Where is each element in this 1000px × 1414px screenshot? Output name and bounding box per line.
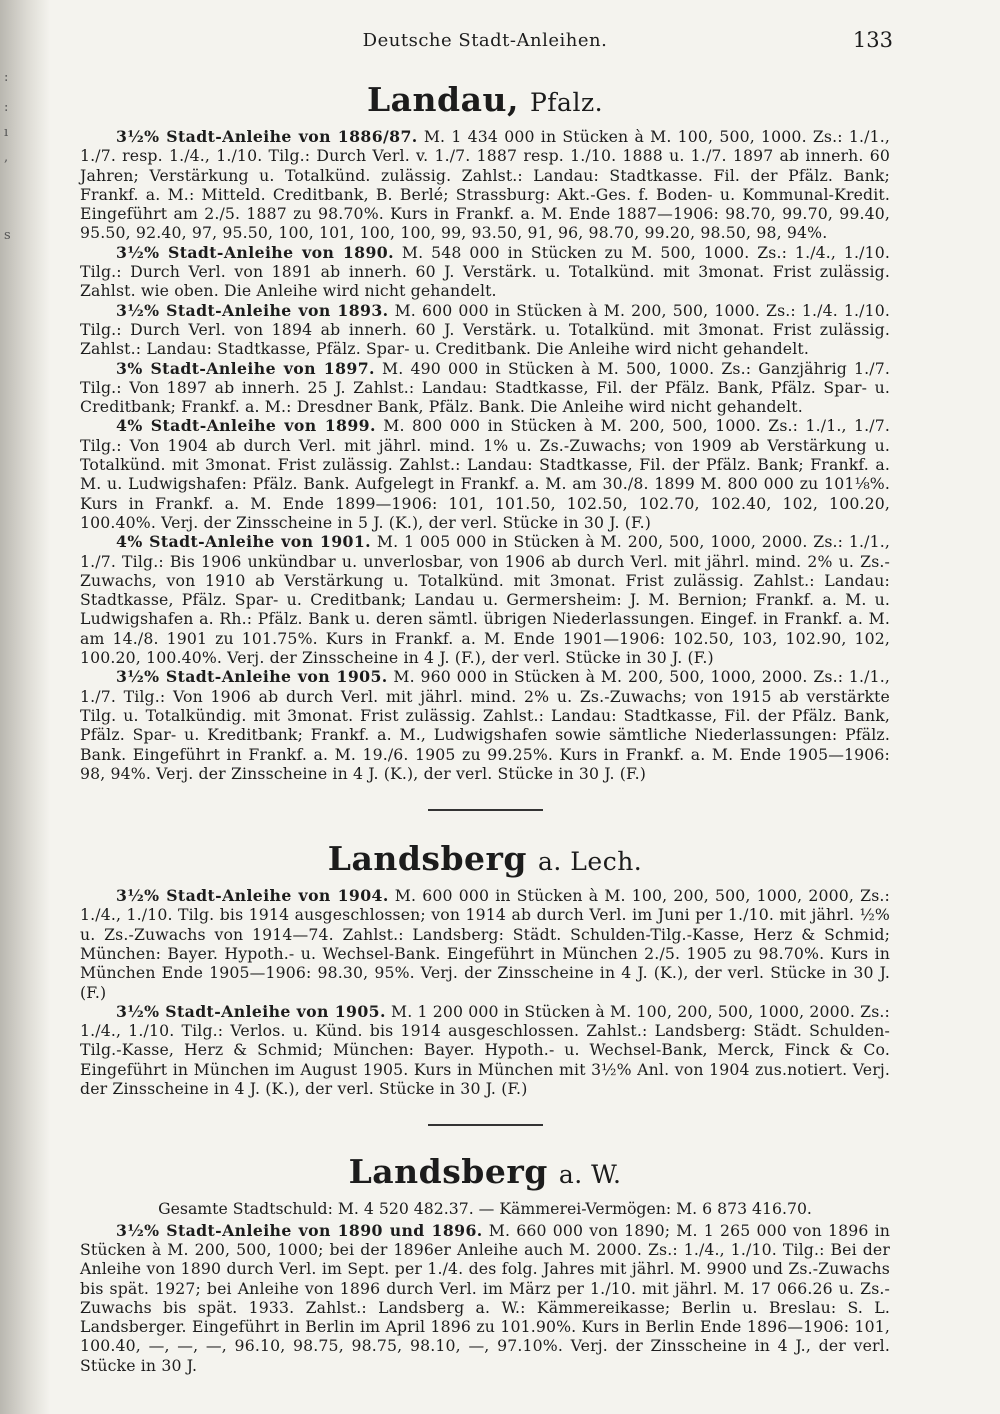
margin-mark: :	[4, 70, 9, 85]
loan-title: 3½% Stadt-Anleihe von 1905.	[116, 667, 388, 687]
section-town: Landau,	[366, 80, 519, 119]
section-town: Landsberg	[348, 1152, 548, 1192]
loan-text: M. 548 000 in Stücken zu M. 500, 1000. Zs.: 1./4., 1./10. Tilg.: Durch Verl. von 1891 ab innerh. 60 J. Verstärk. u. Totalkünd. mit 3monat. Frist zulässig. Zahlst. wie oben. Die Anleihe wird nicht gehandelt.	[80, 242, 891, 301]
running-head	[80, 20, 893, 56]
loan-entry	[80, 243, 890, 301]
page-number: 133	[852, 28, 893, 52]
section-heading	[80, 839, 890, 878]
loan-title: 3½% Stadt-Anleihe von 1905.	[116, 1001, 386, 1021]
loan-entry	[80, 416, 890, 532]
loan-text: M. 600 000 in Stücken à M. 100, 200, 500, 1000, 2000, Zs.: 1./4., 1./10. Tilg. bis 1914 ausgeschlossen; von 1914 ab durch Verl. im Juni per 1./10. mit jährl. ½% u. Zs.-Zuwachs von 1914—74. Zahlst.: Landsberg: Städt. Schulden-Tilg.-Kasse, Herz & Schmid; München: Bayer. Hypoth.- u. Wechsel-Bank. Eingeführt in München 2./5. 1905 zu 98.70%. Kurs in München Ende 1905—1906: 98.30, 95%. Verj. der Zinsscheine in 4 J. (K.), der verl. Stücke in 30 J. (F.)	[80, 886, 890, 1002]
loan-entry	[80, 301, 890, 359]
loan-text: M. 1 434 000 in Stücken à M. 100, 500, 1000. Zs.: 1./1., 1./7. resp. 1./4., 1./10. Tilg.: Durch Verl. v. 1./7. 1887 resp. 1./10. 1888 u. 1./7. 1897 ab innerh. 60 Jahren; Verstärkung u. Totalkünd. zulässig. Zahlst.: Landau: Stadtkasse. Fil. der Pfälz. Bank; Frankf. a. M.: Mitteld. Creditbank, B. Berlé; Strassburg: Akt.-Ges. f. Boden- u. Kommunal-Kredit. Eingeführt am 2./5. 1887 zu 98.70%. Kurs in Frankf. a. M. Ende 1887—1906: 98.70, 99.70, 99.40, 95.50, 92.40, 97, 95.50, 100, 101, 100, 100, 99, 93.50, 91, 96, 98.70, 99.20, 98.50, 98, 94%.	[80, 127, 890, 243]
margin-mark: :	[4, 100, 9, 115]
loan-title: 4% Stadt-Anleihe von 1899.	[116, 416, 376, 436]
loan-title: 4% Stadt-Anleihe von 1901.	[116, 532, 372, 552]
loan-text: M. 660 000 von 1890; M. 1 265 000 von 1896 in Stücken à M. 200, 500, 1000; bei der 1896er Anleihe auch M. 2000. Zs.: 1./4., 1./10. Tilg.: Bei der Anleihe von 1890 durch Verl. im Sept. per 1./4. des folg. Jahres mit jährl. M. 9900 und Zs.-Zuwachs bis spät. 1927; bei Anleihe von 1896 durch Verl. im März per 1./10. mit jährl. M. 17 066.26 u. Zs.-Zuwachs bis spät. 1933. Zahlst.: Landsberg a. W.: Kämmereikasse; Berlin u. Breslau: S. L. Landsberger. Eingeführt in Berlin im April 1896 zu 101.90%. Kurs in Berlin Ende 1896—1906: 101, 100.40, —, —, —, 96.10, 98.75, 98.75, 98.10, —, 97.10%. Verj. der Zinsscheine in 4 J., der verl. Stücke in 30 J.	[80, 1220, 890, 1375]
section-divider	[428, 809, 543, 811]
book-binding-edge	[0, 0, 50, 1414]
running-head-title: Deutsche Stadt-Anleihen.	[362, 30, 608, 51]
section-town: Landsberg	[327, 839, 527, 879]
margin-mark: s	[4, 228, 11, 243]
loan-text: M. 600 000 in Stücken à M. 200, 500, 1000. Zs.: 1./4. 1./10. Tilg.: Durch Verl. von 1894 ab innerh. 60 J. Verstärk. u. Totalkünd. mit 3monat. Frist zulässig. Zahlst.: Landau: Stadtkasse, Pfälz. Spar- u. Creditbank. Die Anleihe wird nicht gehandelt.	[80, 300, 890, 359]
section-landau	[80, 80, 890, 783]
document-page	[80, 20, 893, 1375]
section-landsberg-lech	[80, 839, 890, 1098]
loan-title: 3% Stadt-Anleihe von 1897.	[116, 358, 375, 378]
loan-entry	[80, 532, 890, 667]
loan-entry	[80, 667, 890, 783]
section-heading	[80, 80, 890, 119]
loan-title: 3½% Stadt-Anleihe von 1893.	[116, 300, 389, 320]
loan-text: M. 960 000 in Stücken à M. 200, 500, 1000, 2000. Zs.: 1./1., 1./7. Tilg.: Von 1906 ab durch Verl. mit jährl. mind. 2% u. Zs.-Zuwachs; von 1915 ab verstärkte Tilg. u. Totalkündig. mit 3monat. Frist zulässig. Zahlst.: Landau: Stadtkasse, Fil. der Pfälz. Bank, Pfälz. Spar- u. Kreditbank; Frankf. a. M., Ludwigshafen sowie sämtliche Niederlassungen: Pfälz. Bank. Eingeführt in Frankf. a. M. 19./6. 1905 zu 99.25%. Kurs in Frankf. a. M. Ende 1905—1906: 98, 94%. Verj. der Zinsscheine in 4 J. (K.), der verl. Stücke in 30 J. (F.)	[80, 667, 890, 783]
section-suffix: Pfalz.	[529, 88, 604, 117]
loan-entry	[80, 359, 890, 417]
section-divider	[428, 1124, 543, 1126]
loan-title: 3½% Stadt-Anleihe von 1904.	[116, 886, 389, 906]
loan-title: 3½% Stadt-Anleihe von 1890 und 1896.	[116, 1220, 483, 1240]
debt-summary: Gesamte Stadtschuld: M. 4 520 482.37. — Kämmerei-Vermögen: M. 6 873 416.70.	[158, 1199, 812, 1219]
loan-entry	[80, 127, 890, 243]
section-heading	[80, 1152, 890, 1191]
loan-text: M. 800 000 in Stücken à M. 200, 500, 1000. Zs.: 1./1., 1./7. Tilg.: Von 1904 ab durch Verl. mit jährl. mind. 1% u. Zs.-Zuwachs; von 1909 ab Verstärkung u. Totalkünd. mit 3monat. Frist zulässig. Zahlst.: Landau: Stadtkasse, Fil. der Pfälz. Bank; Frankf. a. M. u. Ludwigshafen: Pfälz. Bank. Aufgelegt in Frankf. a. M. am 30./8. 1899 M. 800 000 zu 101⅛%. Kurs in Frankf. a. M. Ende 1899—1906: 101, 101.50, 102.50, 102.70, 102.40, 102, 100.20, 100.40%. Verj. der Zinsscheine in 5 J. (K.), der verl. Stücke in 30 J. (F.)	[80, 416, 890, 532]
loan-title: 3½% Stadt-Anleihe von 1886/87.	[116, 127, 418, 146]
loan-entry	[80, 886, 890, 1002]
loan-title: 3½% Stadt-Anleihe von 1890.	[116, 242, 394, 262]
margin-mark: ı	[4, 125, 9, 140]
loan-entry	[80, 1221, 890, 1375]
margin-mark: ,	[4, 150, 9, 165]
section-landsberg-w	[80, 1152, 890, 1375]
section-suffix: a. Lech.	[538, 847, 643, 877]
loan-text: M. 1 005 000 in Stücken à M. 200, 500, 1000, 2000. Zs.: 1./1., 1./7. Tilg.: Bis 1906 unkündbar u. unverlosbar, von 1906 ab durch Verl. mit jährl. mind. 2% u. Zs.-Zuwachs, von 1910 ab Verstärkung u. Totalkünd. mit 3monat. Frist zulässig. Zahlst.: Landau: Stadtkasse, Pfälz. Spar- u. Creditbank; Landau u. Germersheim: J. M. Bernion; Frankf. a. M. u. Ludwigshafen a. Rh.: Pfälz. Bank u. deren sämtl. übrigen Niederlassungen. Eingef. in Frankf. a. M. am 14./8. 1901 zu 101.75%. Kurs in Frankf. a. M. Ende 1901—1906: 102.50, 103, 102.90, 102, 100.20, 100.40%. Verj. der Zinsscheine in 4 J. (F.), der verl. Stücke in 30 J. (F.)	[80, 532, 891, 668]
section-suffix: a. W.	[558, 1160, 622, 1190]
loan-text: M. 490 000 in Stücken à M. 500, 1000. Zs.: Ganzjährig 1./7. Tilg.: Von 1897 ab innerh. 25 J. Zahlst.: Landau: Stadtkasse, Fil. der Pfälz. Bank, Pfälz. Spar- u. Creditbank; Frankf. a. M.: Dresdner Bank, Pfälz. Bank. Die Anleihe wird nicht gehandelt.	[80, 358, 890, 417]
loan-entry	[80, 1002, 890, 1098]
loan-text: M. 1 200 000 in Stücken à M. 100, 200, 500, 1000, 2000. Zs.: 1./4., 1./10. Tilg.: Verlos. u. Künd. bis 1914 ausgeschlossen. Zahlst.: Landsberg: Städt. Schulden-Tilg.-Kasse, Herz & Schmid; München: Bayer. Hypoth.- u. Wechsel-Bank, Merck, Finck & Co. Eingeführt in München im August 1905. Kurs in München mit 3½% Anl. von 1904 zus.notiert. Verj. der Zinsscheine in 4 J. (K.), der verl. Stücke in 30 J. (F.)	[80, 1001, 890, 1099]
